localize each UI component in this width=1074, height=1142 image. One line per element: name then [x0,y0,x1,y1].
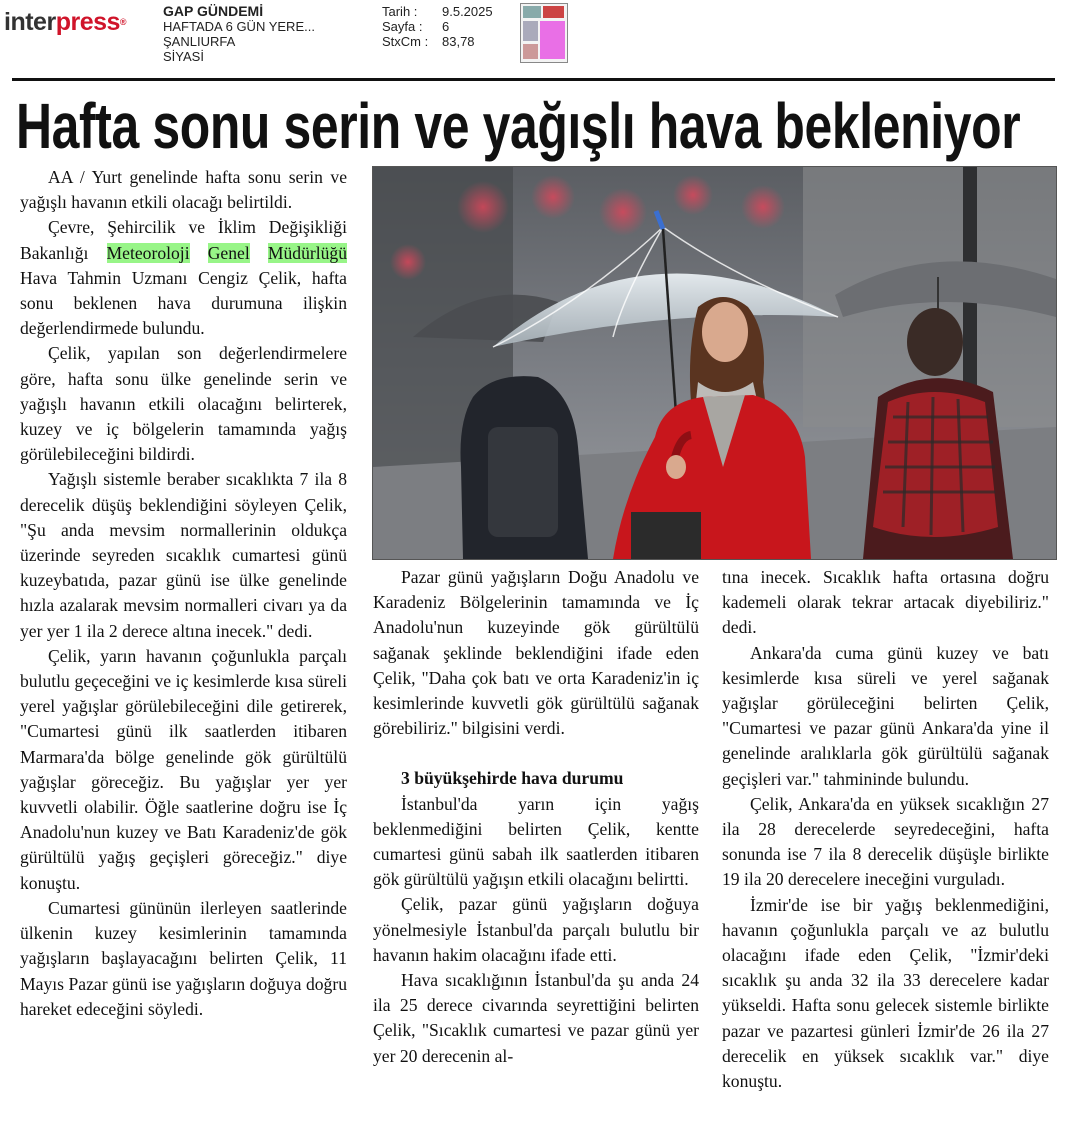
paragraph: Pazar günü yağışların Doğu Anadolu ve Karadeniz Bölgelerinin tamamında ve İç Anadolu'nun kuzeyinde gök gürültülü sağanak şeklinde beklendiğini ifade eden Çelik, "Daha çok batı ve orta Karadeniz'in iç kesimlerinde kuvvetli gök gürültülü sağanak görebiliriz." bilgisini verdi. [373,567,699,739]
logo-part-inter: inter [4,8,56,36]
stxcm-label: StxCm : [382,34,429,49]
page-label: Sayfa : [382,19,423,34]
page-value: 6 [442,19,450,34]
clipping-city: ŞANLIURFA [163,34,236,49]
logo-registered-mark: ® [119,17,127,27]
paragraph: Çelik, yapılan son değerlendirmelere göre, hafta sonu ülke genelinde serin ve yağışlı havanın etkili olacağını belirterek, kuzey ve iç bölgelerin tamamında yağış görülebileceğini bildirdi. [20,343,347,465]
stxcm-row [382,34,493,49]
header-divider [12,78,1055,81]
highlight-mudurlugu: Müdürlüğü [267,242,347,263]
clipping-category: SİYASİ [163,49,204,64]
publication-name: GAP GÜNDEMİ [163,3,264,19]
paragraph: Hava sıcaklığının İstanbul'da şu anda 24 ila 25 derece civarında seyrettiğini belirten Çelik, "Sıcaklık cumartesi ve pazar günü yer yer 20 derecenin al- [373,970,699,1066]
clipping-source-info [163,4,315,64]
article-column-2 [373,565,699,1069]
page-thumbnail[interactable] [520,3,568,63]
page-row [382,19,493,34]
paragraph: İstanbul'da yarın için yağış beklenmediğini belirten Çelik, kentte cumartesi günü sabah ilk saatlerden itibaren gök gürültülü yağışın etkili olacağını belirtti. [373,793,699,890]
clipping-details [382,4,493,49]
paragraph-highlighted [20,215,347,341]
paragraph-continued: tına inecek. Sıcaklık hafta ortasına doğru kademeli olarak tekrar artacak diyebiliriz." dedi. [722,567,1049,638]
date-label: Tarih : [382,4,418,19]
text-run: Hava Tahmin Uzmanı Cengiz Çelik, hafta sonu beklenen hava durumuna ilişkin değerlendirmede bulundu. [20,267,347,339]
paragraph: Çelik, pazar günü yağışların doğuya yönelmesiyle İstanbul'da parçalı bulutlu bir havanın hakim olacağını ifade etti. [373,894,699,965]
article-photo [372,166,1057,560]
stxcm-value: 83,78 [442,34,475,49]
date-row [382,4,493,19]
text-run: Çevre, Şehircilik ve İklim Değişikliği Bakanlığı [20,217,347,263]
paragraph: AA / Yurt genelinde hafta sonu serin ve yağışlı havanın etkili olacağı belirtildi. [20,167,347,213]
article-headline: Hafta sonu serin ve yağışlı hava bekleniyor [16,90,1021,162]
clipping-headline-ref: HAFTADA 6 GÜN YERE... [163,19,315,34]
article-column-3 [722,565,1049,1094]
article-column-1 [20,165,347,1022]
rainy-street-photo-illustration [373,167,1056,559]
paragraph: İzmir'de ise bir yağış beklenmediğini, havanın çoğunlukla parçalı ve az bulutlu olacağını ifade eden Çelik, "İzmir'deki sıcaklık şu anda 32 ila 33 derecelere kadar yükseldi. Hafta sonu gelecek sistemle birlikte pazar ve pazartesi günleri İzmir'de 26 ila 27 derecelik en yüksek sıcaklık var." diye konuştu. [722,894,1049,1092]
section-subheading: 3 büyükşehirde hava durumu [401,768,624,789]
logo-part-press: press [55,8,120,36]
highlight-genel: Genel [207,242,250,263]
paragraph: Ankara'da cuma günü kuzey ve batı kesimlerde kısa süreli ve yerel sağanak yağışlar görüleceğini belirten Çelik, "Cumartesi ve pazar günü Ankara'da yine il genelinde aralıklarla gök gürültülü sağanak geçişleri var." tahmininde bulundu. [722,642,1049,789]
highlight-meteoroloji: Meteoroloji [106,242,190,263]
paragraph: Yağışlı sistemle beraber sıcaklıkta 7 ila 8 derecelik düşüş beklendiğini söyleyen Çelik, "Şu anda mevsim normallerinin oldukça üzerinde seyreden sıcaklık cumartesi günü kuzeybatıda, pazar günü ise ülke genelinde hızla azalarak mevsim normalleri civarı ya da yer yer 1 ila 2 derece altına inecek." dedi. [20,469,347,641]
interpress-logo [4,8,126,36]
date-value: 9.5.2025 [442,4,493,19]
paragraph: Cumartesi gününün ilerleyen saatlerinde ülkenin kuzey kesimlerinin tamamında yağışların başlayacağını belirten Çelik, 11 Mayıs Pazar günü ise yağışların doğuya doğru hareket edeceğini söyledi. [20,897,347,1019]
paragraph: Çelik, yarın havanın çoğunlukla parçalı bulutlu geçeceğini ve iç kesimlerde kısa süreli yerel yağışlar görülebileceğini dile getirerek, "Cumartesi günü ilk saatlerden itibaren Marmara'da bölge genelinde gök gürültülü yağışlar göreceğiz. Bu yağışlar yer yer kuvvetli olabilir. Öğle saatlerine doğru ise İç Anadolu'nun kuzey ve Batı Karadeniz'de gök gürültülü yağış geçişleri göreceğiz." diye konuştu. [20,645,347,893]
paragraph: Çelik, Ankara'da en yüksek sıcaklığın 27 ila 28 derecelerde seyredeceğini, hafta sonunda ise 7 ila 8 derecelik düşüşle birlikte 19 ila 20 derecelere ineceğini vurguladı. [722,793,1049,890]
